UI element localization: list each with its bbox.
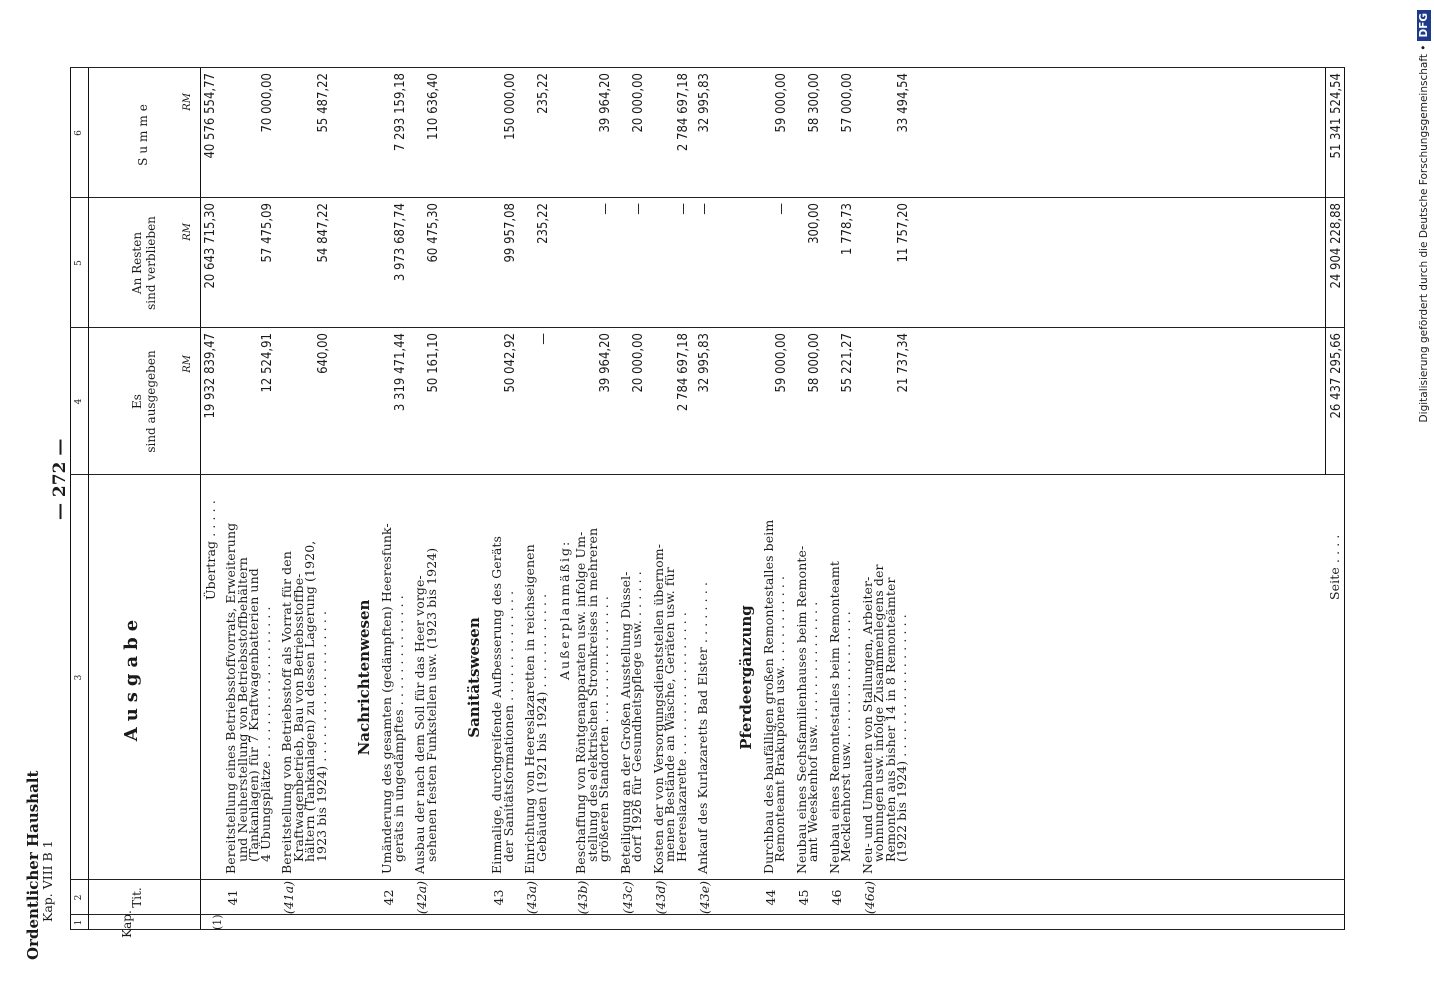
row-amount-c4: 32 995,83 [697,333,712,393]
row-amount-c5: — [598,203,613,215]
row-amount-c5: 57 475,09 [259,203,275,263]
header-col6: Summe [136,100,150,166]
row-text-line: 4 Übungsplätze . . . . . . . . . . . . . . . . . . . [257,606,273,862]
row-text-line: Kosten der von Versorgungsdienststellen übernom- [650,543,666,874]
row-tit: 45 [795,889,811,906]
row-amount-c6: 70 000,00 [259,73,275,133]
uebertrag-c6: 40 576 554,77 [203,73,218,159]
row-amount-c6: 235,22 [535,73,551,114]
col-number-5: 5 [74,260,84,266]
row-text-line: Kraftwagenbetrieb, Bau von Betriebsstoffbe- [290,573,306,862]
row-tit: (43e) [697,880,712,915]
row-amount-c5: — [675,203,691,215]
row-amount-c6: 110 636,40 [425,73,441,140]
section-heading: Nachrichtenwesen [355,599,373,756]
section-heading: Sanitätswesen [465,617,483,738]
row-text-line: sehenen festen Funkstellen usw. (1923 bis 1924) [423,547,439,862]
row-text-line: Ausbau der nach dem Soll für das Heer vorge- [412,575,427,874]
row-amount-c5: 1 778,73 [840,203,855,256]
dfg-logo: DFG [1417,10,1431,41]
total-c6: 51 341 524,54 [1329,73,1344,159]
row-amount-c5: — [774,203,789,215]
row-amount-c5: — [697,203,712,215]
header-col4 [130,328,158,475]
row-text-line: Umänderung des gesamten (gedämpften) Heeresfunk- [379,523,394,874]
row-text-line: Neubau eines Remontestalles beim Remonteamt [826,561,842,874]
row-text-line: (1922 bis 1924) . . . . . . . . . . . . . . . . . . [894,614,909,862]
side-note-text [1414,10,1434,990]
row-text-line: menen Bestände an Wäsche, Geräten usw. für [662,567,677,862]
row-amount-c4: — [535,333,551,345]
row-tit: 42 [381,889,396,906]
row-amount-c6: 33 494,54 [896,73,911,133]
row-tit: (43a) [524,880,539,915]
total-rule [1325,68,1326,475]
header-kap: Kap. [120,910,134,938]
row-text-line: Beteiligung an der Großen Ausstellung Düssel- [617,571,633,874]
subheading: Außerplanmäßig: [557,539,572,680]
row-amount-c5: 60 475,30 [425,203,441,263]
header-col5-line1: An Resten [130,231,144,295]
col-number-6: 6 [74,130,84,136]
total-label: Seite . . . . [1327,534,1342,600]
budget-table [70,68,1345,938]
col-number-2: 2 [74,894,84,901]
row-text-line: und Neuherstellung von Betriebsstoffbehältern [234,557,250,862]
row-tit: (41a) [281,880,296,915]
row-amount-c4: 3 319 471,44 [392,333,408,412]
header-col5 [130,198,158,328]
row-amount-c6: 2 784 697,18 [675,73,691,152]
row-text-line: Gebäuden (1921 bis 1924) . . . . . . . . . . . . [533,593,549,862]
row-amount-c6: 58 300,00 [807,73,822,133]
row-text-line: Durchbau des baufälligen großen Remontestalles beim [760,519,776,874]
row-tit: (42a) [414,880,429,915]
unit-col4: RM [182,355,193,373]
row-amount-c4: 50 042,92 [502,333,518,393]
row-text-line: Beschaffung von Röntgenapparaten usw. infolge Um- [573,531,588,874]
row-amount-c5: 3 973 687,74 [392,203,408,282]
row-text-line: der Sanitätsformationen . . . . . . . . . . . . . . [500,590,516,862]
total-c4: 26 437 295,66 [1329,333,1344,419]
row-text-line: Remonteamt Brakupönen usw. . . . . . . . . . . . [772,575,787,862]
row-amount-c4: 39 964,20 [598,333,613,393]
row-text-line: hältern (Tankanlagen) zu dessen Lagerung (1920, [302,540,317,862]
section-heading: Pferdeergänzung [736,605,755,750]
row-text-line: Ankauf des Kurlazaretts Bad Elster . . . . . . . . [695,581,710,874]
col-number-1: 1 [74,919,84,926]
page-header-title: Ordentlicher Haushalt [24,770,42,960]
row-tit: 44 [762,889,778,906]
row-amount-c6: 32 995,83 [697,73,712,133]
row-tit: 46 [828,889,844,906]
row-amount-c6: 57 000,00 [840,73,855,133]
row-text-line: Neu- und Umbauten von Stallungen, Arbeiter- [859,576,875,874]
row-text-line: Einmalige, durchgreifende Aufbesserung des Geräts [489,535,504,874]
kap-label: Kap. VIII B 1 [40,840,55,922]
col-rule-0 [70,929,1345,930]
row-text-line: geräts in ungedämpftes . . . . . . . . . . . . . . [390,595,406,862]
row-text-line: Einrichtung von Heereslazaretten in reichseigenen [522,544,537,874]
row-tit: (43b) [575,880,590,915]
side-note [1412,10,1432,990]
unit-col6: RM [182,93,193,111]
row-tit: (43c) [619,881,635,914]
side-note-line: Digitalisierung gefördert durch die Deutsche Forschungsgemeinschaft • [1418,44,1430,423]
row-amount-c5: 235,22 [535,203,551,244]
row-text-line: stellung des elektrischen Stromkreises in mehreren [584,527,600,862]
row-amount-c4: 58 000,00 [807,333,822,393]
row-tit: 43 [491,889,506,906]
row-amount-c4: 2 784 697,18 [675,333,691,412]
uebertrag-c5: 20 643 715,30 [203,203,218,289]
row-amount-c5: 11 757,20 [896,203,911,263]
header-tit: Tit. [130,887,144,908]
row-tit: (46a) [861,880,877,915]
header-ausgabe: Ausgabe [121,613,142,742]
row-text-line: wohnungen usw. infolge Zusammenlegens der [871,564,886,862]
row-tit: 41 [225,889,240,906]
col-rule-6 [70,67,1345,68]
row-tit: (43d) [652,880,668,915]
row-text-line: (Tankanlagen) für 7 Kraftwagenbatterien und [246,568,261,862]
row-text-line: größeren Standorten . . . . . . . . . . . . . . . . [596,596,611,862]
row-text-line: Neubau eines Sechsfamilienhauses beim Remonte- [793,545,809,874]
page-number: — 272 — [50,438,70,520]
header-col4-line2: sind ausgegeben [144,350,158,453]
row-text-line: amt Weeskenhof usw. . . . . . . . . . . . . . . . [805,601,820,862]
col-number-3: 3 [74,674,84,681]
row-text-line: dorf 1926 für Gesundheitspflege usw. . . . . . . [629,571,644,862]
row-amount-c4: 59 000,00 [774,333,789,393]
colnum-rule [88,68,89,930]
row-amount-c4: 21 737,34 [896,333,911,393]
row-text-line: Bereitstellung eines Betriebsstoffvorrats, Erweiterung [223,522,238,874]
row-amount-c6: 7 293 159,18 [392,73,408,152]
row-text-line: Heereslazarette . . . . . . . . . . . . . . . . . . [673,612,689,862]
row-amount-c4: 55 221,27 [840,333,855,393]
uebertrag-label: Übertrag . . . . . [203,500,218,600]
row-amount-c5: — [631,203,646,215]
row-amount-c4: 12 524,91 [259,333,275,393]
row-amount-c6: 55 487,22 [315,73,331,133]
uebertrag-c4: 19 932 839,47 [203,333,218,419]
row-text-line: 1923 bis 1924) . . . . . . . . . . . . . . . . . . . [313,610,329,862]
row-amount-c4: 20 000,00 [631,333,646,393]
header-col4-line1: Es [130,394,144,409]
row-amount-c5: 54 847,22 [315,203,331,263]
uebertrag-kap: (1) [211,914,224,930]
total-c5: 24 904 228,88 [1329,203,1344,289]
row-amount-c4: 50 161,10 [425,333,441,393]
row-amount-c6: 39 964,20 [598,73,613,133]
col-number-4: 4 [74,398,84,405]
row-text-line: Mecklenhorst usw. . . . . . . . . . . . . . . . . [838,611,853,862]
row-amount-c5: 99 957,08 [502,203,518,263]
row-amount-c5: 300,00 [807,203,822,244]
row-amount-c4: 640,00 [315,333,331,374]
unit-col5: RM [182,223,193,241]
row-amount-c6: 150 000,00 [502,73,518,140]
row-text-line: Remonten aus bisher 14 in 8 Remonteämter [882,577,898,862]
row-text-line: Bereitstellung von Betriebsstoff als Vorrat für den [279,551,294,874]
header-col5-line2: sind verblieben [144,216,158,310]
row-amount-c6: 20 000,00 [631,73,646,133]
row-amount-c6: 59 000,00 [774,73,789,133]
